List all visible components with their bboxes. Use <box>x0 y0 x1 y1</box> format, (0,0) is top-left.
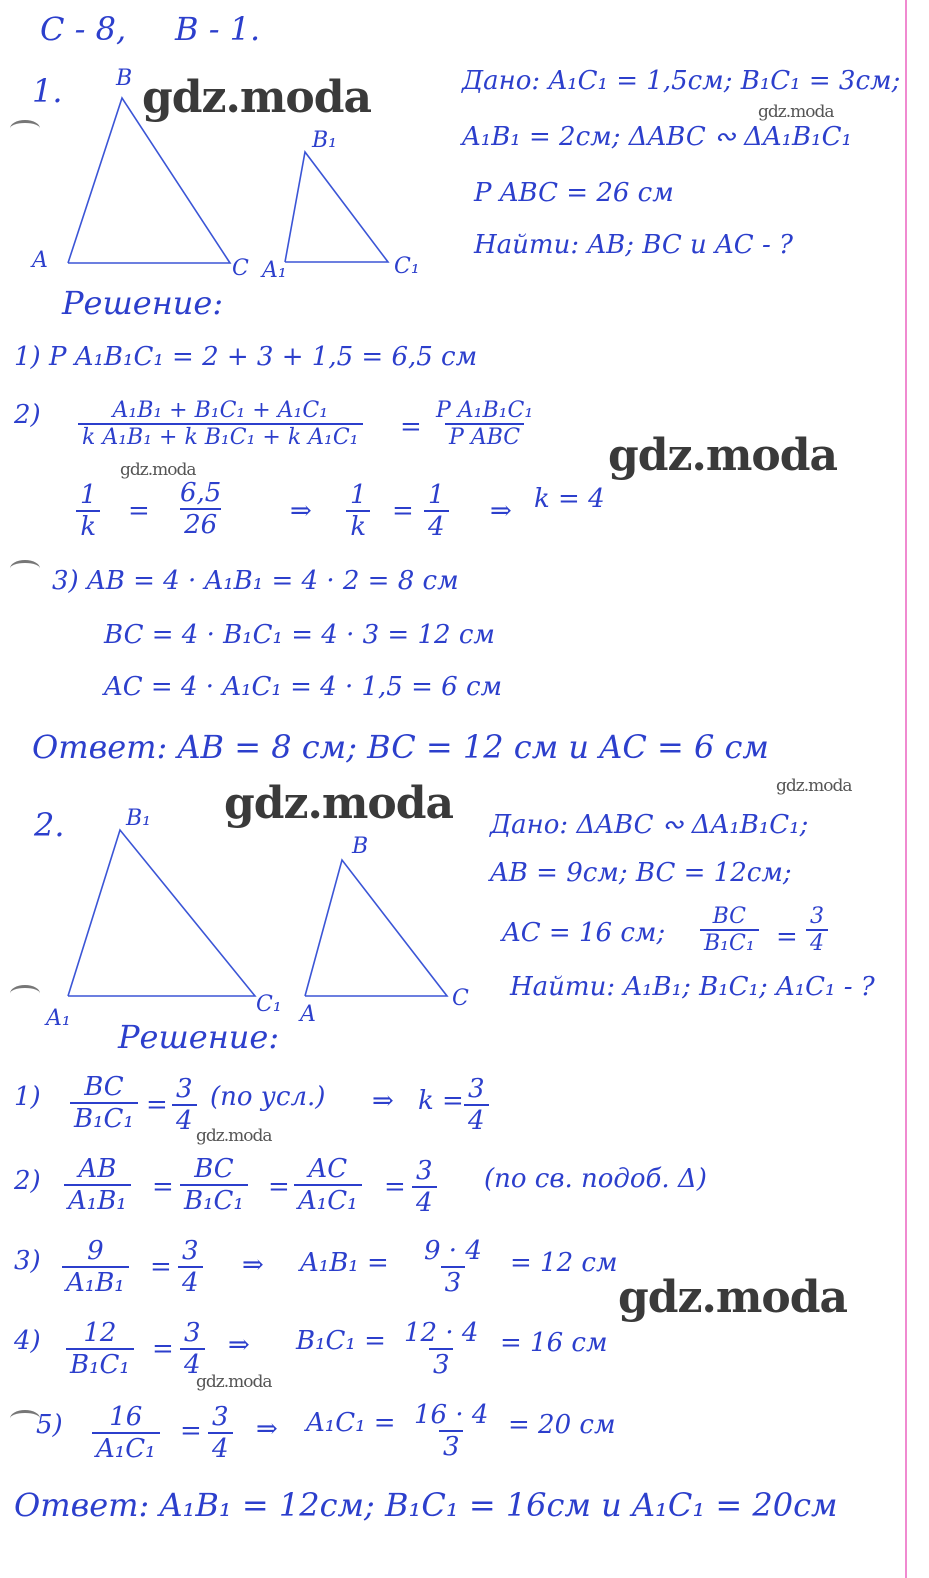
label-a: A <box>32 248 48 273</box>
watermark: gdz.moda <box>224 778 454 829</box>
numerator: 9 <box>87 1236 104 1266</box>
p1-solution-title: Решение: <box>62 284 224 322</box>
denominator: 4 <box>180 1348 205 1380</box>
p1-frac-6-5-over-26 <box>176 478 225 540</box>
p2-s3-frac <box>62 1236 129 1298</box>
p1-step-1: 1) P A₁B₁C₁ = 2 + 3 + 1,5 = 6,5 см <box>14 342 478 372</box>
p2-step-1-label: 1) <box>14 1082 41 1112</box>
label-a1: A₁ <box>46 1006 71 1031</box>
p2-given-line-4: Найти: A₁B₁; B₁C₁; A₁C₁ - ? <box>510 972 875 1002</box>
p2-answer: Ответ: A₁B₁ = 12см; B₁C₁ = 16см и A₁C₁ = 20см <box>14 1486 838 1524</box>
numerator: BC <box>712 904 747 929</box>
denominator: 4 <box>464 1104 489 1136</box>
denominator: A₁C₁ <box>92 1432 160 1464</box>
p2-s4-calc <box>400 1318 482 1380</box>
watermark: gdz.moda <box>608 430 838 481</box>
p1-given-line-4: Найти: AB; BC и AC - ? <box>474 230 793 260</box>
implies-arrow: ⇒ <box>228 1330 250 1360</box>
p2-step-2-label: 2) <box>14 1166 41 1196</box>
p2-s5-frac <box>92 1402 160 1464</box>
header-variant-b: В - 1. <box>175 10 261 48</box>
triangle-abc-2 <box>305 860 447 996</box>
label-b1: B₁ <box>126 806 151 831</box>
p1-frac-1-over-k <box>76 480 101 542</box>
problem-2-number: 2. <box>34 806 65 844</box>
implies-arrow: ⇒ <box>372 1086 394 1116</box>
p2-s2-frac-ac <box>294 1154 362 1216</box>
denominator: 3 <box>429 1348 454 1380</box>
numerator: A₁B₁ + B₁C₁ + A₁C₁ <box>112 398 329 423</box>
p1-given-line-1: Дано: A₁C₁ = 1,5см; B₁C₁ = 3см; <box>462 66 901 96</box>
denominator: 3 <box>441 1266 466 1298</box>
numerator: 12 <box>83 1318 117 1348</box>
equals: = <box>392 496 414 526</box>
label-c1: C₁ <box>256 992 282 1017</box>
denominator: 4 <box>178 1266 203 1298</box>
p1-step-2-equals: = <box>400 412 422 442</box>
p2-step-3-label: 3) <box>14 1246 41 1276</box>
numerator: 16 · 4 <box>414 1400 489 1430</box>
p2-s5-ratio <box>208 1402 233 1464</box>
equals: = <box>268 1172 290 1202</box>
denominator: B₁C₁ <box>180 1184 248 1216</box>
p1-step-3-line-2: BC = 4 · B₁C₁ = 4 · 3 = 12 см <box>104 620 495 650</box>
numerator: 3 <box>416 1156 433 1186</box>
denominator: A₁B₁ <box>62 1266 129 1298</box>
p1-step-2-fraction-left <box>78 398 363 450</box>
p2-given-fraction <box>700 904 759 956</box>
denominator: B₁C₁ <box>70 1102 138 1134</box>
denominator: B₁C₁ <box>66 1348 134 1380</box>
p1-step-3-line-3: AC = 4 · A₁C₁ = 4 · 1,5 = 6 см <box>104 672 503 702</box>
numerator: 6,5 <box>180 478 222 508</box>
numerator: 1 <box>428 480 445 510</box>
p2-s3-result: = 12 см <box>510 1248 618 1278</box>
p1-given-line-2: A₁B₁ = 2см; ΔABC ∾ ΔA₁B₁C₁ <box>462 122 852 152</box>
denominator: 4 <box>424 510 449 542</box>
implies-arrow: ⇒ <box>290 496 312 526</box>
p1-step-2-fraction-right <box>432 398 537 450</box>
implies-arrow: ⇒ <box>256 1414 278 1444</box>
equals: = <box>776 922 798 952</box>
equals: = <box>180 1416 202 1446</box>
p2-s5-calc <box>410 1400 492 1462</box>
p2-given-ratio <box>806 904 828 956</box>
label-a: A <box>300 1002 316 1027</box>
p2-s1-k: k = <box>418 1086 464 1116</box>
denominator: B₁C₁ <box>700 929 759 956</box>
numerator: AB <box>78 1154 117 1184</box>
p2-s1-ratio <box>172 1074 197 1136</box>
label-c: C <box>452 986 469 1011</box>
label-b1: B₁ <box>312 128 337 153</box>
numerator: 3 <box>212 1402 229 1432</box>
denominator: 4 <box>412 1186 437 1218</box>
equals: = <box>150 1252 172 1282</box>
equals: = <box>384 1172 406 1202</box>
numerator: BC <box>84 1072 124 1102</box>
triangle-a1b1c1-1 <box>285 152 388 262</box>
p2-given-line-1: Дано: ΔABC ∾ ΔA₁B₁C₁; <box>490 810 809 840</box>
header-variant-c: С - 8, <box>40 10 127 48</box>
denominator: k A₁B₁ + k B₁C₁ + k A₁C₁ <box>78 423 363 450</box>
p2-s4-lhs: B₁C₁ = <box>296 1326 386 1356</box>
p2-s3-calc <box>420 1236 486 1298</box>
denominator: A₁B₁ <box>64 1184 131 1216</box>
p1-given-line-3: P ABC = 26 см <box>474 178 674 208</box>
denominator: k <box>346 510 370 542</box>
numerator: 1 <box>350 480 367 510</box>
p2-solution-title: Решение: <box>118 1018 280 1056</box>
p2-s3-ratio <box>178 1236 203 1298</box>
label-b: B <box>116 66 133 91</box>
denominator: 4 <box>172 1104 197 1136</box>
p2-s1-k-ratio <box>464 1074 489 1136</box>
p2-given-line-2: AB = 9см; BC = 12см; <box>490 858 792 888</box>
equals: = <box>128 496 150 526</box>
p1-frac-1-over-4 <box>424 480 449 542</box>
denominator: 4 <box>208 1432 233 1464</box>
p2-s1-note: (по усл.) <box>210 1082 326 1112</box>
p2-step-5-label: 5) <box>36 1410 63 1440</box>
numerator: AC <box>308 1154 348 1184</box>
numerator: 9 · 4 <box>424 1236 482 1266</box>
p1-step-3-line-1: 3) AB = 4 · A₁B₁ = 4 · 2 = 8 см <box>52 566 459 596</box>
denominator: 3 <box>439 1430 464 1462</box>
numerator: 1 <box>80 480 97 510</box>
p1-k-result: k = 4 <box>534 484 605 514</box>
watermark-small: gdz.moda <box>196 1126 272 1146</box>
implies-arrow: ⇒ <box>490 496 512 526</box>
label-b: B <box>352 834 369 859</box>
denominator: P ABC <box>445 423 524 450</box>
problem-1-number: 1. <box>32 72 63 110</box>
p2-s1-fraction <box>70 1072 138 1134</box>
p2-s2-frac-bc <box>180 1154 248 1216</box>
denominator: k <box>76 510 100 542</box>
p1-frac-1-over-k-b <box>346 480 371 542</box>
numerator: 3 <box>810 904 824 929</box>
p2-s4-result: = 16 см <box>500 1328 608 1358</box>
denominator: 26 <box>180 508 221 540</box>
denominator: A₁C₁ <box>294 1184 362 1216</box>
label-a1: A₁ <box>262 258 287 283</box>
p1-step-2-label: 2) <box>14 400 41 430</box>
equals: = <box>152 1172 174 1202</box>
label-c: C <box>232 256 249 281</box>
numerator: 3 <box>182 1236 199 1266</box>
p2-s4-frac <box>66 1318 134 1380</box>
p2-s2-frac-ab <box>64 1154 131 1216</box>
numerator: BC <box>194 1154 234 1184</box>
p2-s2-note: (по св. подоб. Δ) <box>484 1164 707 1194</box>
p2-s4-ratio <box>180 1318 205 1380</box>
p2-s5-lhs: A₁C₁ = <box>306 1408 396 1438</box>
p2-step-4-label: 4) <box>14 1326 41 1356</box>
watermark-small: gdz.moda <box>758 102 834 122</box>
numerator: 3 <box>184 1318 201 1348</box>
p2-s2-ratio <box>412 1156 437 1218</box>
denominator: 4 <box>806 929 828 956</box>
implies-arrow: ⇒ <box>242 1250 264 1280</box>
watermark-small: gdz.moda <box>196 1372 272 1392</box>
triangle-a1b1c1-2 <box>68 830 255 996</box>
p2-s5-result: = 20 см <box>508 1410 616 1440</box>
p2-given-line-3: AC = 16 см; <box>502 918 666 948</box>
equals: = <box>152 1334 174 1364</box>
p1-answer: Ответ: AB = 8 см; BC = 12 см и AC = 6 см <box>32 728 769 766</box>
equals: = <box>146 1090 168 1120</box>
watermark-small: gdz.moda <box>776 776 852 796</box>
numerator: 16 <box>109 1402 143 1432</box>
p2-s3-lhs: A₁B₁ = <box>300 1248 389 1278</box>
watermark-small: gdz.moda <box>120 460 196 480</box>
numerator: 3 <box>468 1074 485 1104</box>
watermark: gdz.moda <box>142 72 372 123</box>
numerator: 12 · 4 <box>404 1318 479 1348</box>
numerator: 3 <box>176 1074 193 1104</box>
numerator: P A₁B₁C₁ <box>436 398 534 423</box>
watermark: gdz.moda <box>618 1272 848 1323</box>
label-c1: C₁ <box>394 254 420 279</box>
